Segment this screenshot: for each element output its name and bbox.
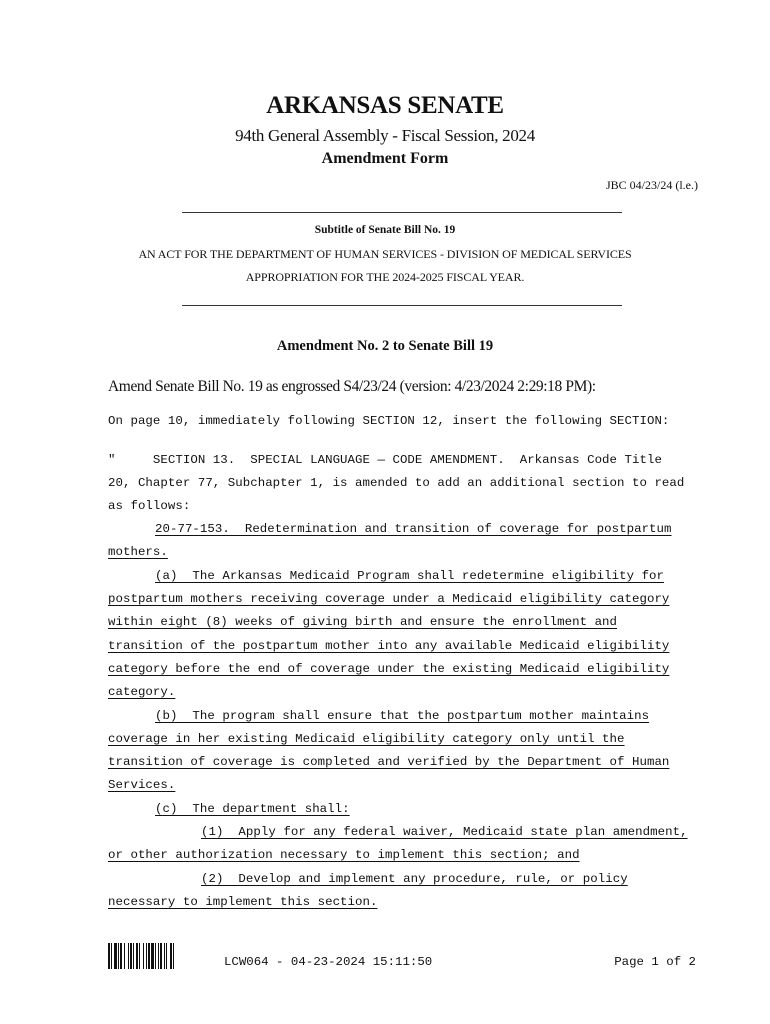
amend-instruction-line: Amend Senate Bill No. 19 as engrossed S4/23/24 (version: 4/23/2024 2:29:18 PM): bbox=[108, 378, 596, 395]
body-line-underlined: 20-77-153. Redetermination and transition of coverage for postpartum bbox=[155, 522, 672, 536]
body-line-underlined: Services. bbox=[108, 778, 176, 792]
body-line: as follows: bbox=[108, 499, 191, 513]
divider-top bbox=[182, 212, 622, 213]
body-line-underlined: (1) Apply for any federal waiver, Medicaid state plan amendment, bbox=[201, 825, 688, 839]
body-line-underlined: coverage in her existing Medicaid eligibility category only until the bbox=[108, 732, 625, 746]
document-id: LCW064 - 04-23-2024 15:11:50 bbox=[224, 955, 433, 969]
body-line-underlined: (b) The program shall ensure that the postpartum mother maintains bbox=[155, 709, 650, 723]
page-title: ARKANSAS SENATE bbox=[266, 92, 504, 119]
body-line-underlined: category before the end of coverage under the existing Medicaid eligibility bbox=[108, 662, 670, 676]
barcode-icon bbox=[108, 943, 200, 969]
body-line-underlined: mothers. bbox=[108, 545, 168, 559]
body-line-underlined: postpartum mothers receiving coverage under a Medicaid eligibility category bbox=[108, 592, 670, 606]
body-line-underlined: transition of coverage is completed and verified by the Department of Human bbox=[108, 755, 670, 769]
divider-bottom bbox=[182, 305, 622, 306]
act-title-line-1: AN ACT FOR THE DEPARTMENT OF HUMAN SERVICES - DIVISION OF MEDICAL SERVICES bbox=[138, 247, 632, 261]
session-line: 94th General Assembly - Fiscal Session, 2024 bbox=[235, 126, 535, 145]
body-line-underlined: (2) Develop and implement any procedure, rule, or policy bbox=[201, 872, 628, 886]
body-line-underlined: transition of the postpartum mother into any available Medicaid eligibility bbox=[108, 639, 670, 653]
insert-instruction: On page 10, immediately following SECTION 12, insert the following SECTION: bbox=[108, 414, 670, 428]
bill-subtitle: Subtitle of Senate Bill No. 19 bbox=[314, 224, 456, 236]
page-number: Page 1 of 2 bbox=[614, 955, 696, 969]
body-line-underlined: necessary to implement this section. bbox=[108, 895, 378, 909]
body-line: 20, Chapter 77, Subchapter 1, is amended to add an additional section to read bbox=[108, 476, 685, 490]
form-name: Amendment Form bbox=[321, 150, 449, 167]
body-line-underlined: within eight (8) weeks of giving birth and ensure the enrollment and bbox=[108, 615, 618, 629]
body-line-underlined: (a) The Arkansas Medicaid Program shall redetermine eligibility for bbox=[155, 569, 665, 583]
body-line-underlined: (c) The department shall: bbox=[155, 802, 350, 816]
jbc-reference: JBC 04/23/24 (l.e.) bbox=[606, 178, 698, 192]
act-title-line-2: APPROPRIATION FOR THE 2024-2025 FISCAL YEAR. bbox=[245, 270, 525, 284]
body-line-underlined: category. bbox=[108, 685, 176, 699]
body-line-underlined: or other authorization necessary to implement this section; and bbox=[108, 848, 580, 862]
body-line: " SECTION 13. SPECIAL LANGUAGE — CODE AMENDMENT. Arkansas Code Title bbox=[108, 453, 662, 467]
amendment-heading: Amendment No. 2 to Senate Bill 19 bbox=[276, 338, 494, 354]
